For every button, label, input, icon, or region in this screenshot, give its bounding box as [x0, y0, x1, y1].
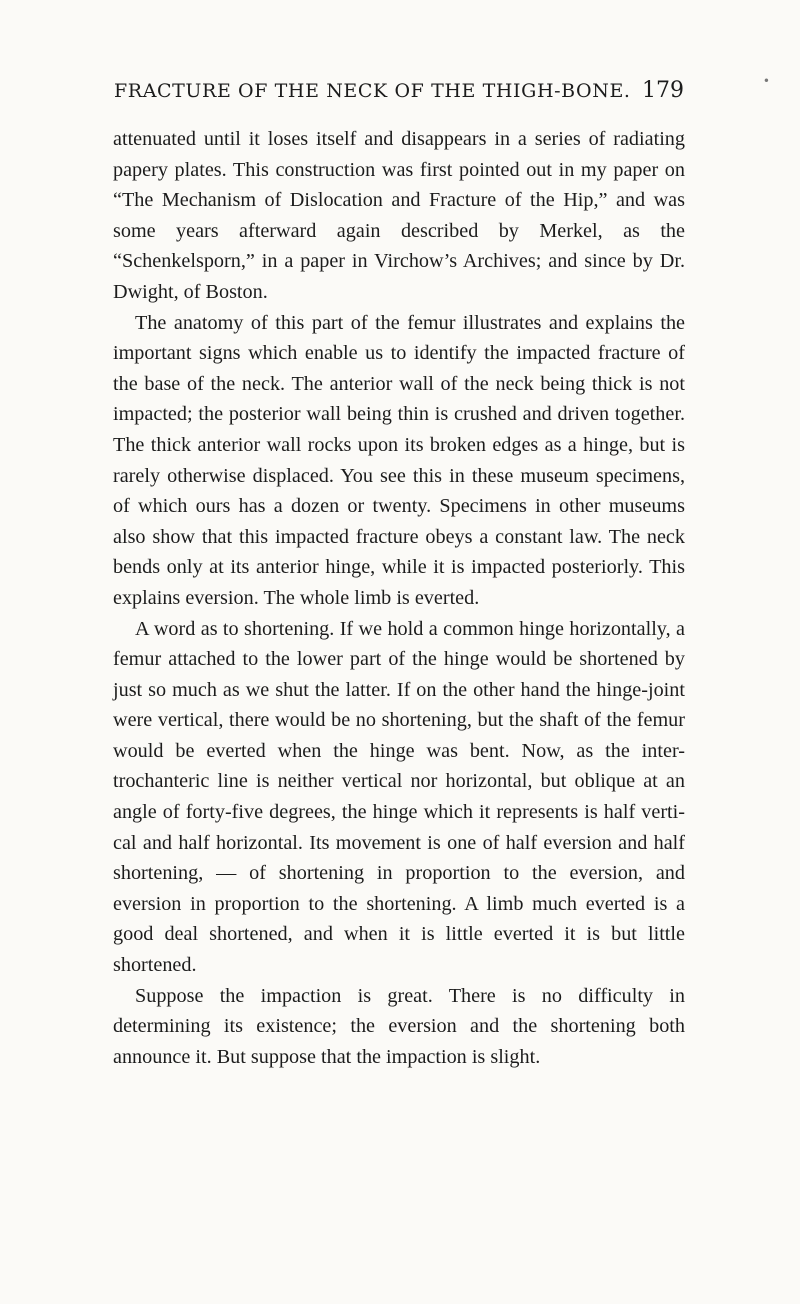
paragraph-shortening: A word as to shortening. If we hold a common hinge horizontally, a femur attached to the lower part of the hinge would be shortened by just so much as we shut the latter. If on the other hand the hinge-joint were vertical, there would be no shortening, but the shaft of the femur would be everted when the hinge was bent. Now, as the inter-trochanteric line is neither vertical nor horizontal, but oblique at an angle of forty-five degrees, the hinge which it represents is half vertical and half horizontal. Its movement is one of half eversion and half shortening, — of shortening in proportion to the eversion, and eversion in proportion to the shortening. A limb much everted is a good deal shortened, and when it is little everted it is but little shortened. — [113, 617, 685, 977]
page-number: 179 — [642, 78, 684, 103]
body-text — [113, 124, 685, 1072]
stray-mark: • — [762, 74, 770, 88]
paragraph-continued: attenuated until it loses itself and disappears in a series of radiating papery plates. This construction was first pointed out in my paper on “The Mechanism of Dislocation and Fracture of the Hip,” and was some years afterward again described by Merkel, as the “Schenkelsporn,” in a paper in Virchow’s Archives; and since by Dr. Dwight, of Boston. — [113, 128, 685, 303]
paragraph-impaction: Suppose the impaction is great. There is no difficulty in determining its existence; the eversion and the shortening both announce it. But suppose that the impaction is slight. — [113, 984, 685, 1068]
running-title: FRACTURE OF THE NECK OF THE THIGH-BONE. — [114, 80, 631, 102]
running-head — [114, 80, 684, 110]
paragraph-anatomy: The anatomy of this part of the femur illustrates and explains the important signs which enable us to identify the impacted fracture of the base of the neck. The anterior wall of the neck being thick is not impacted; the posterior wall being thin is crushed and driven together. The thick anterior wall rocks upon its broken edges as a hinge, but is rarely otherwise displaced. You see this in these museum specimens, of which ours has a dozen or twenty. Specimens in other museums also show that this impacted fracture obeys a constant law. The neck bends only at its anterior hinge, while it is impacted posteriorly. This explains eversion. The whole limb is everted. — [113, 311, 685, 609]
